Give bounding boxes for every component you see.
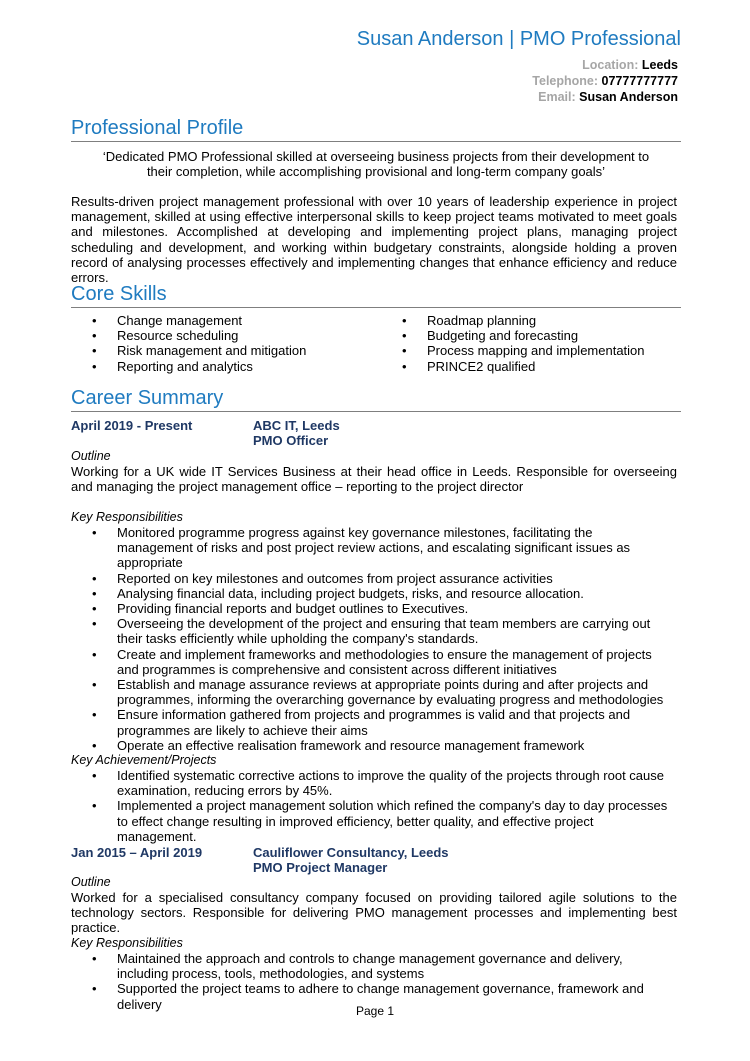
bullet: • (92, 313, 97, 328)
bullet: • (402, 358, 407, 374)
job-company: ABC IT, Leeds (253, 418, 340, 433)
bullet: • (92, 737, 97, 753)
skills-column-right (381, 313, 645, 374)
job-dates: April 2019 - Present (71, 418, 193, 433)
outline-label: Outline (71, 449, 111, 463)
responsibility-text: Create and implement frameworks and methodologies to ensure the management of projects and programmes is comprehensive and consistent across different initiatives (117, 646, 652, 677)
bullet: • (402, 313, 407, 328)
bullet: • (92, 677, 97, 693)
skill-label: Resource scheduling (117, 328, 239, 344)
list-item (71, 707, 681, 737)
responsibility-text: Reported on key milestones and outcomes from project assurance activities (117, 570, 553, 586)
profile-quote: ‘Dedicated PMO Professional skilled at overseeing business projects from their development to their completion, while accomplishing provisional and long-term company goals’ (102, 149, 650, 179)
contact-value: 07777777777 (601, 74, 678, 88)
list-item (71, 571, 681, 586)
name-title: Susan Anderson | PMO Professional (356, 28, 681, 50)
bullet: • (92, 585, 97, 601)
contact-label: Telephone: (532, 74, 599, 88)
job-title: PMO Officer (253, 433, 329, 448)
responsibility-text: Maintained the approach and controls to change management governance and delivery, including process, tools, methodologies, and systems (117, 951, 623, 982)
contact-value: Leeds (641, 58, 678, 72)
bullet: • (92, 951, 97, 966)
responsibility-text: Supported the project teams to adhere to change management governance, framework and delivery (117, 981, 644, 1012)
bullet: • (92, 981, 97, 997)
achievement-text: Identified systematic corrective actions to improve the quality of the projects through root cause examination, reducing errors by 45%. (117, 768, 664, 799)
job-dates: Jan 2015 – April 2019 (71, 845, 203, 860)
contact-label: Email: (538, 90, 576, 104)
responsibility-text: Ensure information gathered from projects and programmes is valid and that projects and programmes are likely to achieve their aims (117, 707, 631, 738)
job-title: PMO Project Manager (253, 860, 388, 875)
bullet: • (92, 768, 97, 783)
skill-label: Budgeting and forecasting (427, 328, 579, 344)
job-outline: Worked for a specialised consultancy company focused on providing tailored agile solutions to the technology sectors. Responsible for delivering PMO management processes and implementing best practice. (71, 890, 677, 936)
responsibility-text: Monitored programme progress against key governance milestones, facilitating the management of risks and post project review actions, and escalating significant issues as appropriate (117, 525, 631, 571)
bullet: • (92, 646, 97, 662)
responsibilities-label: Key Responsibilities (71, 510, 183, 524)
list-item (71, 586, 681, 601)
bullet: • (92, 525, 97, 540)
list-item (71, 738, 681, 753)
list-item (71, 359, 306, 374)
list-item (71, 798, 681, 844)
bullet: • (92, 707, 97, 723)
list-item (71, 616, 681, 646)
contact-email (538, 90, 678, 104)
bullet: • (92, 616, 97, 632)
list-item (71, 768, 681, 798)
bullet: • (92, 328, 97, 344)
list-item (71, 313, 306, 328)
responsibility-text: Operate an effective realisation framework and resource management framework (117, 737, 585, 753)
section-heading-skills: Core Skills (71, 282, 681, 308)
section-heading-profile: Professional Profile (71, 116, 681, 142)
contact-telephone (532, 74, 678, 88)
achievements-list (71, 768, 681, 844)
bullet: • (92, 343, 97, 359)
skill-label: Process mapping and implementation (427, 343, 645, 359)
contact-label: Location: (582, 58, 639, 72)
contact-value: Susan Anderson (579, 90, 678, 104)
profile-summary: Results-driven project management professional with over 10 years of leadership experience in project management, skilled at using effective interpersonal skills to keep project teams motivated to meet goals and milestones. Accomplished at developing and implementing project plans, managing project scheduling and development, and working within budgetary constraints, alongside holding a proven record of analysing processes effectively and implementing changes that enhance efficiency and reduce errors. (71, 194, 677, 286)
bullet: • (92, 358, 97, 374)
list-item (71, 677, 681, 707)
skill-label: Change management (117, 313, 243, 328)
list-item (71, 951, 681, 981)
outline-label: Outline (71, 875, 111, 889)
skill-label: Roadmap planning (427, 313, 537, 328)
skills-column-left (71, 313, 306, 374)
list-item (381, 328, 645, 343)
list-item (381, 359, 645, 374)
responsibilities-list (71, 525, 681, 753)
bullet: • (402, 328, 407, 344)
list-item (71, 601, 681, 616)
responsibility-text: Analysing financial data, including project budgets, risks, and resource allocation. (117, 585, 584, 601)
achievement-text: Implemented a project management solution which refined the company's day to day processes to effect change resulting in improved efficiency, better quality, and effective project management. (117, 798, 668, 844)
achievements-label: Key Achievement/Projects (71, 753, 217, 767)
responsibilities-label: Key Responsibilities (71, 936, 183, 950)
skill-label: PRINCE2 qualified (427, 358, 536, 374)
page-number: Page 1 (355, 1004, 395, 1018)
skill-label: Risk management and mitigation (117, 343, 307, 359)
bullet: • (402, 343, 407, 359)
section-heading-career: Career Summary (71, 386, 681, 412)
contact-location (582, 58, 678, 72)
responsibility-text: Overseeing the development of the project and ensuring that team members are carrying out their tasks efficiently while upholding the company's standards. (117, 616, 651, 647)
list-item (381, 343, 645, 358)
skill-label: Reporting and analytics (117, 358, 253, 374)
list-item (71, 328, 306, 343)
job-company: Cauliflower Consultancy, Leeds (253, 845, 449, 860)
bullet: • (92, 798, 97, 814)
list-item (71, 525, 681, 571)
job-outline: Working for a UK wide IT Services Business at their head office in Leeds. Responsible for overseeing and managing the project management office – reporting to the project director (71, 464, 677, 495)
bullet: • (92, 570, 97, 586)
list-item (71, 647, 681, 677)
responsibility-text: Providing financial reports and budget outlines to Executives. (117, 601, 469, 617)
list-item (381, 313, 645, 328)
responsibility-text: Establish and manage assurance reviews at appropriate points during and after projects and programmes, informing the overarching governance by evaluating progress and methodologies (117, 677, 664, 708)
list-item (71, 343, 306, 358)
responsibilities-list (71, 951, 681, 1012)
bullet: • (92, 601, 97, 617)
